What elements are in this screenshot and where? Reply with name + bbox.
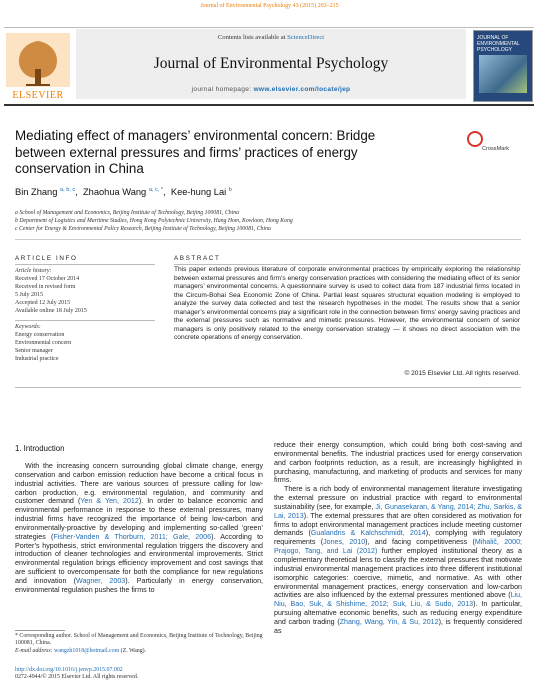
- abstract-copyright: © 2015 Elsevier Ltd. All rights reserved.: [404, 370, 520, 377]
- author-affiliation-marks[interactable]: a, c, *: [148, 187, 164, 193]
- homepage-prefix: journal homepage:: [191, 86, 254, 93]
- citation-link[interactable]: Zhang, Wang, Yin, & Su, 2012: [339, 617, 439, 626]
- journal-cover-thumbnail[interactable]: [473, 30, 533, 102]
- cover-title: JOURNAL OF ENVIRONMENTAL PSYCHOLOGY: [477, 35, 520, 53]
- homepage-link[interactable]: www.elsevier.com/locate/jep: [253, 86, 351, 93]
- history-entry: 5 July 2015: [15, 292, 44, 298]
- email-label: E-mail address:: [15, 647, 55, 654]
- author-name[interactable]: Zhaohua Wang: [82, 187, 147, 198]
- keywords-label: Keywords:: [15, 324, 41, 330]
- keyword: Energy conservation: [15, 332, 65, 338]
- divider: [15, 320, 155, 321]
- body-text: There is a rich body of environmental management literature investigating the external pressure on industrial practice with regard to environmental sustainability (see, for example,: [274, 485, 522, 511]
- divider: [15, 387, 521, 388]
- keyword: Senior manager: [15, 348, 53, 354]
- divider: [174, 264, 521, 265]
- body-text: ), complying with regulatory requirements (: [274, 529, 523, 547]
- journal-citation: Journal of Environmental Psychology 43 (2015) 203–215: [200, 3, 339, 9]
- history-entry: Received in revised form: [15, 284, 76, 290]
- divider: [15, 264, 155, 265]
- keyword: Industrial practice: [15, 356, 59, 362]
- body-text: ). The external pressures that are often considered as motivation for firms to adopt environmental management practices include meeting customer demands (: [274, 511, 522, 538]
- email-suffix: (Z. Wang).: [119, 647, 147, 654]
- crossmark-label: CrossMark: [482, 146, 510, 152]
- history-entry: Received 17 October 2014: [15, 276, 80, 282]
- history-label: Article history:: [15, 268, 52, 274]
- section-heading-introduction: 1. Introduction: [15, 444, 65, 453]
- author-name[interactable]: Kee-hung Lai: [170, 187, 227, 198]
- body-text: further employed institutional theory as a complementary theoretical lens to classify the external pressures that motivate industrial environmental management practices into three different institutional isomorphic categories: coercive, mimetic, and normative. As with other environmental management practices, energy conservation and low-carbon activities are also influenced by the external pressures mentioned above (: [274, 547, 522, 600]
- abstract-text: This paper extends previous literature of corporate environmental practices by empirically exploring the relationship between external pressures and firm’s energy conservation practices with considering the mediating effect of its senior managers’ environmental concerns. A questionnaire survey is used to collect data from 187 industrial firms located in the Circum-Bohai Sea Economic Zone of China. Partial least squares structural equation modeling is employed to analyze the survey data collected and test the research hypotheses in the model. The results show that a senior manager’s environmental concerns play a significant role in the connection between firms’ energy saving practices and the external pressures such as normative and mimetic pressures. However, the environmental concern of senior managers is only positively related to the energy conservation strategy — it shows no direct association with the concrete operations of energy conservation.: [174, 266, 520, 341]
- affiliation: c Center for Energy & Environmental Policy Research, Beijing Institute of Technology, Beijing 100081, China: [15, 226, 271, 232]
- author-affiliation-marks[interactable]: b: [228, 187, 232, 193]
- body-column-left: [15, 462, 263, 595]
- history-entry: Available online 18 July 2015: [15, 308, 87, 314]
- crossmark-badge[interactable]: [455, 131, 515, 163]
- body-text: ). In order to balance economic and environmental performance in response to these external pressures, many industrial firms have recognized the importance of being low-carbon and environmentally-proactive by developing and implementing so-called ‘green’ strategies (: [15, 497, 263, 541]
- article-info-heading: ARTICLE INFO: [15, 255, 78, 262]
- footnote-divider: [15, 630, 65, 631]
- body-text: ), is frequently considered as: [274, 617, 522, 635]
- journal-title: Journal of Environmental Psychology: [153, 55, 389, 72]
- body-text: reduce their energy consumption, which could bring both cost-saving and environmental benefits. The industrial practices used for energy conservation and carbon footprints reduction, as a result, are increasingly highlighted in purchasing, manufacturing, and marketing of products and services for many firms.: [274, 441, 522, 485]
- keyword: Environmental concern: [15, 340, 72, 346]
- sciencedirect-link[interactable]: ScienceDirect: [287, 34, 325, 41]
- citation-link[interactable]: Jones, 2010: [323, 538, 366, 547]
- citation-link[interactable]: Mihalič, 2000; Prajogo, Tang, and Lai (2012): [274, 538, 522, 556]
- doi-link[interactable]: http://dx.doi.org/10.1016/j.jenvp.2015.07.002: [15, 667, 123, 673]
- paragraph: [15, 462, 263, 595]
- contents-line: [76, 34, 466, 41]
- doi-block: [15, 667, 265, 682]
- history-entry: Accepted 12 July 2015: [15, 300, 71, 306]
- contents-prefix: Contents lists available at: [217, 34, 288, 41]
- body-column-right: [274, 441, 522, 636]
- divider: [15, 239, 521, 240]
- citation-link[interactable]: Liu, Niu, Bao, Suk, & Shishime, 2012; Suk, Liu, & Sudo, 2013: [274, 591, 522, 609]
- author-name[interactable]: Bin Zhang: [15, 187, 58, 198]
- crossmark-icon: [467, 131, 483, 147]
- abstract-heading: ABSTRACT: [174, 255, 221, 262]
- body-text: ). Particularly in energy conservation, environmental regulation pushes the firms to: [15, 576, 264, 594]
- paragraph: [274, 485, 522, 635]
- citation-link[interactable]: Gualandris & Kalchschmidt, 2014: [310, 529, 426, 538]
- cover-image: [479, 55, 527, 93]
- affiliation: b Department of Logistics and Maritime Studies, Hong Kong Polytechnic University, Hung Hom, Kowloon, Hong Kong: [15, 218, 293, 224]
- email-link[interactable]: wangzh1018@hotmail.com: [54, 647, 120, 654]
- publisher-logo-text: ELSEVIER: [12, 90, 64, 101]
- corresponding-author-footnote: [15, 633, 265, 655]
- body-text: ), and facing competitiveness (: [365, 538, 475, 547]
- article-title: Mediating effect of managers’ environmental concern: Bridge between external pressures and firms’ practices of energy conservation in China: [15, 128, 376, 176]
- journal-homepage: [76, 86, 466, 93]
- footnote-text: * Corresponding author. School of Management and Economics, Beijing Institute of Technology, Beijing 100081, China.: [15, 633, 263, 647]
- body-text: With the increasing concern surrounding global climate change, energy conservation and carbon emission reduction have become a critical focus in industrial activities. There are various sources of pressure calling for low-carbon production, e.g. environmental regulation, and community and customer demand (: [15, 462, 263, 506]
- citation-link[interactable]: Wagner, 2003: [76, 576, 126, 585]
- elsevier-tree-logo: [6, 33, 70, 95]
- citation-link[interactable]: Ji, Gunasekaran, & Yang, 2014; Zhu, Sarkis, & Lai, 2013: [274, 502, 522, 520]
- body-text: ). In particular, pursuing alternative economic benefits, such as reducing energy expenditure and carbon trading (: [274, 600, 522, 626]
- affiliation: a School of Management and Economics, Beijing Institute of Technology, Beijing 100081, China: [15, 210, 240, 216]
- citation-link[interactable]: Fisher-Vanden & Thorburn, 2011; Gale, 2006: [53, 532, 212, 541]
- body-text: ). According to Porter’s hypothesis, strict environmental regulation triggers the discovery and introduction of cleaner technologies and environmental improvements. Strict environmental regulation brings efficiency improvement and cost savings that are sufficient to overcompensate for both the compliance for new regulations and innovation (: [15, 532, 263, 585]
- author-list: Bin Zhang $^{a, b, c}$, Zhaohua Wang $^{a, c, *}$, Kee-hung Lai $^b$: [15, 187, 232, 198]
- issn-line: 0272-4944/© 2015 Elsevier Ltd. All rights reserved.: [15, 674, 139, 681]
- citation-link[interactable]: Yen & Yen, 2012: [80, 497, 139, 506]
- author-affiliation-marks[interactable]: a, b, c: [59, 187, 76, 193]
- paragraph: [274, 441, 522, 485]
